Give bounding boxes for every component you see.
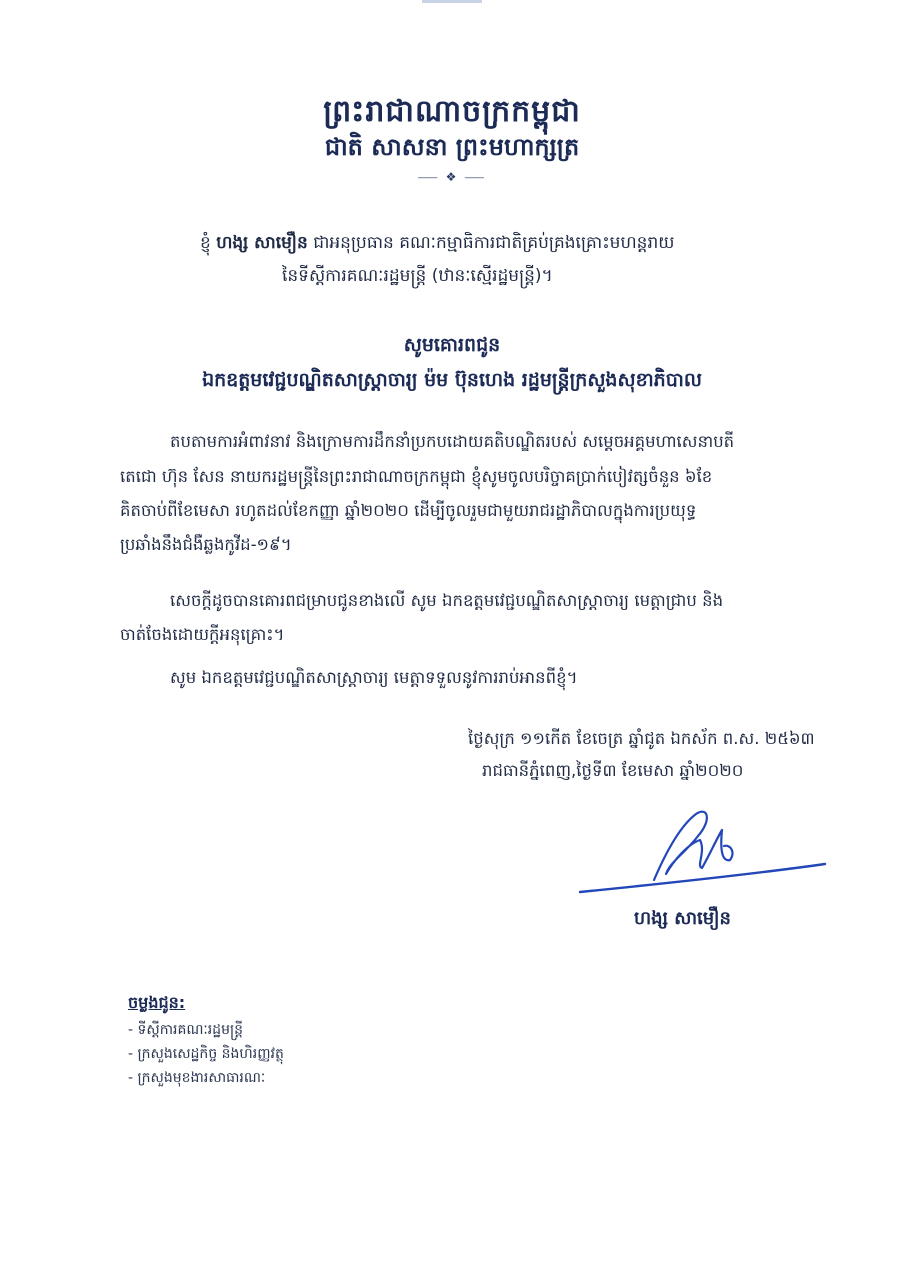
- body-paragraph-2-line-2: ចាត់ចែងដោយក្តីអនុគ្រោះ។: [120, 625, 285, 644]
- sender-line-2: នៃទីស្តីការគណៈរដ្ឋមន្ត្រី (ឋានៈស្មើរដ្ឋមន្ត្រី)។: [282, 266, 553, 286]
- body-paragraph-1-line-3: គិតចាប់ពីខែមេសា រហូតដល់ខែកញ្ញា ឆ្នាំ២០២០ ដើម្បីចូលរួមជាមួយរាជរដ្ឋាភិបាលក្នុងការប្រយុទ្ធ: [120, 501, 697, 520]
- lunar-date: ថ្ងៃសុក្រ ១១កើត ខែចេត្រ ឆ្នាំជូត ឯកស័ក ព.ស. ២៥៦៣: [468, 729, 815, 748]
- sender-line-1: [200, 232, 674, 257]
- cc-item: - ក្រសួងមុខងារសាធារណៈ: [128, 1070, 266, 1086]
- top-edge-mark: [422, 0, 482, 3]
- body-paragraph-1-line-2: តេជោ ហ៊ុន សែន នាយករដ្ឋមន្ត្រីនៃព្រះរាជាណាចក្រកម្ពុជា ខ្ញុំសូមចូលបរិច្ចាគប្រាក់បៀវត្សចំនួន ៦ខែ: [120, 467, 713, 486]
- body-paragraph-1-line-4: ប្រឆាំងនឹងជំងឺឆ្លងកូវីដ-១៩។: [120, 535, 292, 554]
- body-paragraph-3: សូម ឯកឧត្តមវេជ្ជបណ្ឌិតសាស្ត្រាចារ្យ មេត្តាទទួលនូវការរាប់អានពីខ្ញុំ។: [170, 668, 578, 687]
- national-motto: ជាតិ សាសនា ព្រះមហាក្សត្រ: [324, 133, 580, 161]
- signer-name: ហង្ស សាមឿន: [634, 908, 731, 929]
- salutation-greeting: សូមគោរពជូន: [403, 334, 501, 356]
- body-paragraph-2-line-1: សេចក្តីដូចបានគោរពជម្រាបជូនខាងលើ សូម ឯកឧត្តមវេជ្ជបណ្ឌិតសាស្ត្រាចារ្យ មេត្តាជ្រាប និង: [170, 591, 724, 610]
- ornament-divider: ⸺ ❖ ⸺: [417, 170, 487, 184]
- solar-date: រាជធានីភ្នំពេញ,ថ្ងៃទី៣ ខែមេសា ឆ្នាំ២០២០: [482, 761, 744, 780]
- sender-name: ហង្ស សាមឿន: [216, 233, 308, 253]
- sender-title-1: ជាអនុប្រធាន គណៈកម្មាធិការជាតិគ្រប់គ្រងគ្រោះមហន្តរាយ: [313, 233, 675, 253]
- kingdom-heading: ព្រះរាជាណាចក្រកម្ពុជា: [323, 94, 581, 129]
- cc-item: - ក្រសួងសេដ្ឋកិច្ច និងហិរញ្ញវត្ថុ: [128, 1046, 284, 1062]
- cc-item: - ទីស្តីការគណៈរដ្ឋមន្ត្រី: [128, 1022, 244, 1038]
- body-paragraph-1-line-1: តបតាមការអំពាវនាវ និងក្រោមការដឹកនាំប្រកបដោយគតិបណ្ឌិតរបស់ សម្តេចអគ្គមហាសេនាបតី: [170, 432, 735, 451]
- sender-prefix: ខ្ញុំ: [200, 233, 211, 253]
- handwritten-signature: [570, 800, 840, 910]
- cc-heading: ចម្លងជូន:: [128, 993, 186, 1012]
- recipient-line: ឯកឧត្តមវេជ្ជបណ្ឌិតសាស្ត្រាចារ្យ ម៉ម ប៊ុនហេង រដ្ឋមន្ត្រីក្រសួងសុខាភិបាល: [202, 369, 702, 391]
